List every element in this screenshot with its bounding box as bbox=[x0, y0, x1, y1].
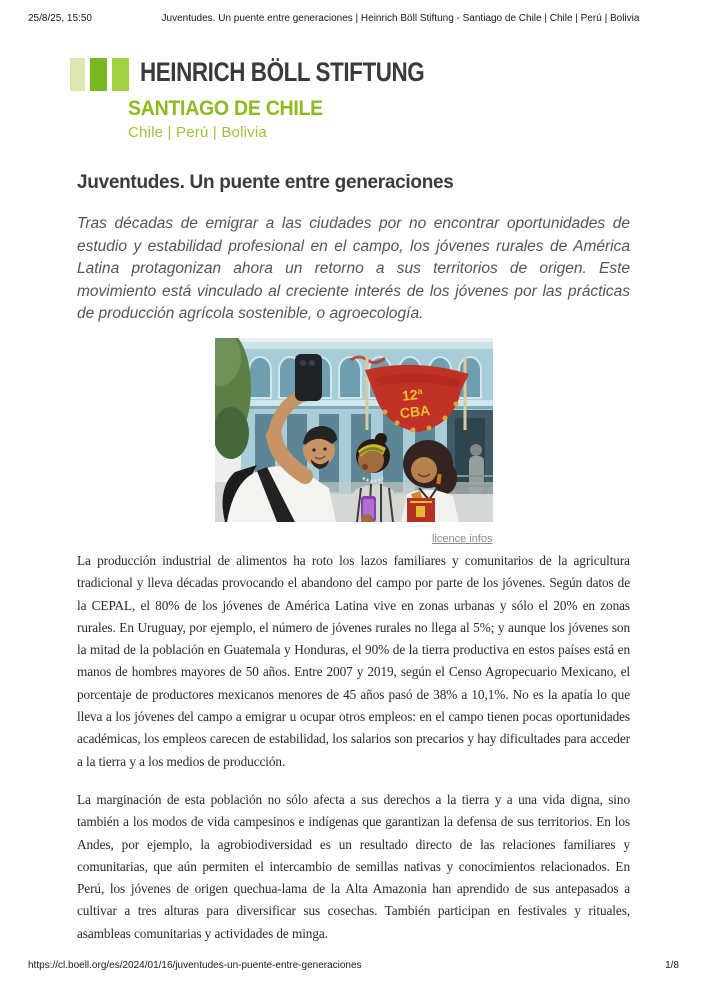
logo-square-light bbox=[70, 58, 85, 91]
logo-square-bright bbox=[90, 58, 107, 91]
logo-org-name: HEINRICH BÖLL STIFTUNG bbox=[140, 57, 425, 87]
print-url: https://cl.boell.org/es/2024/01/16/juventudes-un-puente-entre-generaciones bbox=[28, 960, 362, 971]
boell-logo bbox=[70, 56, 483, 141]
article-lead: Tras décadas de emigrar a las ciudades por no encontrar oportunidades de estudio y estabilidad profesional en el campo, los jóvenes rurales de América Latina protagonizan ahora un retorno a sus territorios de origen. Este movimiento está vinculado al creciente interés de los jóvenes por las prácticas de producción agrícola sostenible, o agroecología. bbox=[77, 215, 630, 322]
selfie-photo-illustration bbox=[215, 338, 493, 522]
article-figure bbox=[77, 338, 630, 546]
article-photo bbox=[215, 338, 493, 522]
print-header bbox=[28, 13, 679, 24]
banner-text-line1: 12ª bbox=[400, 385, 424, 404]
print-footer bbox=[28, 960, 679, 971]
article-body bbox=[77, 550, 630, 961]
logo-square-mid bbox=[112, 58, 129, 91]
logo-countries: Chile | Perú | Bolivia bbox=[128, 124, 267, 141]
print-datetime: 25/8/25, 15:50 bbox=[28, 13, 92, 24]
licence-infos-link[interactable]: licence infos bbox=[431, 533, 493, 545]
banner-text-line2: CBA bbox=[398, 401, 431, 422]
logo-site-name: SANTIAGO DE CHILE bbox=[128, 97, 323, 120]
photo-tree bbox=[215, 338, 251, 459]
print-page-number: 1/8 bbox=[665, 960, 679, 971]
body-paragraph-2: La marginación de esta población no sólo afecta a sus derechos a la tierra y a una vida digna, sino también a los modos de vida campesinos e indígenas que garantizan la defensa de sus territorios. En los Andes, por ejemplo, la agrobiodiversidad es un resultado directo de las relaciones familiares y comunitarias, que aún permiten el intercambio de semillas nativas y conocimientos relacionados. En Perú, los jóvenes de origen quechua-lama de la Alta Amazonia han aprendido de sus antepasados a cultivar a tres alturas para diversificar sus cosechas. También participan en festivales y rituales, asambleas comunitarias y actividades de minga. bbox=[77, 791, 630, 941]
print-document-title: Juventudes. Un puente entre generaciones | Heinrich Böll Stiftung - Santiago de Chile | Chile | Perú | Bolivia bbox=[161, 13, 640, 24]
body-paragraph-1: La producción industrial de alimentos ha roto los lazos familiares y comunitarios de la agricultura tradicional y lleva décadas provocando el abandono del campo por parte de los jóvenes. Según datos de la CEPAL, el 80% de los jóvenes de América Latina vive en zonas urbanas y sólo el 20% en zonas rurales. En Uruguay, por ejemplo, el número de jóvenes rurales no llega al 5%; y aunque los jóvenes son la mitad de la población en Guatemala y Honduras, el 90% de la tierra productiva en estos países está en manos de hombres mayores de 50 años. Entre 2007 y 2019, según el Censo Agropecuario Mexicano, el porcentaje de productores mexicanos menores de 45 años pasó de 38% a 10,1%. No es la apatía lo que lleva a los jóvenes del campo a emigrar u ocupar otros empleos: en el campo tienen pocas oportunidades académicas, los empleos carecen de estabilidad, los salarios son precarios y hay dificultades para acceder a la tierra y a los medios de producción. bbox=[77, 553, 630, 769]
page-title: Juventudes. Un puente entre generaciones bbox=[77, 172, 454, 193]
boell-squares-icon bbox=[70, 58, 129, 91]
photo-caption bbox=[215, 532, 493, 546]
